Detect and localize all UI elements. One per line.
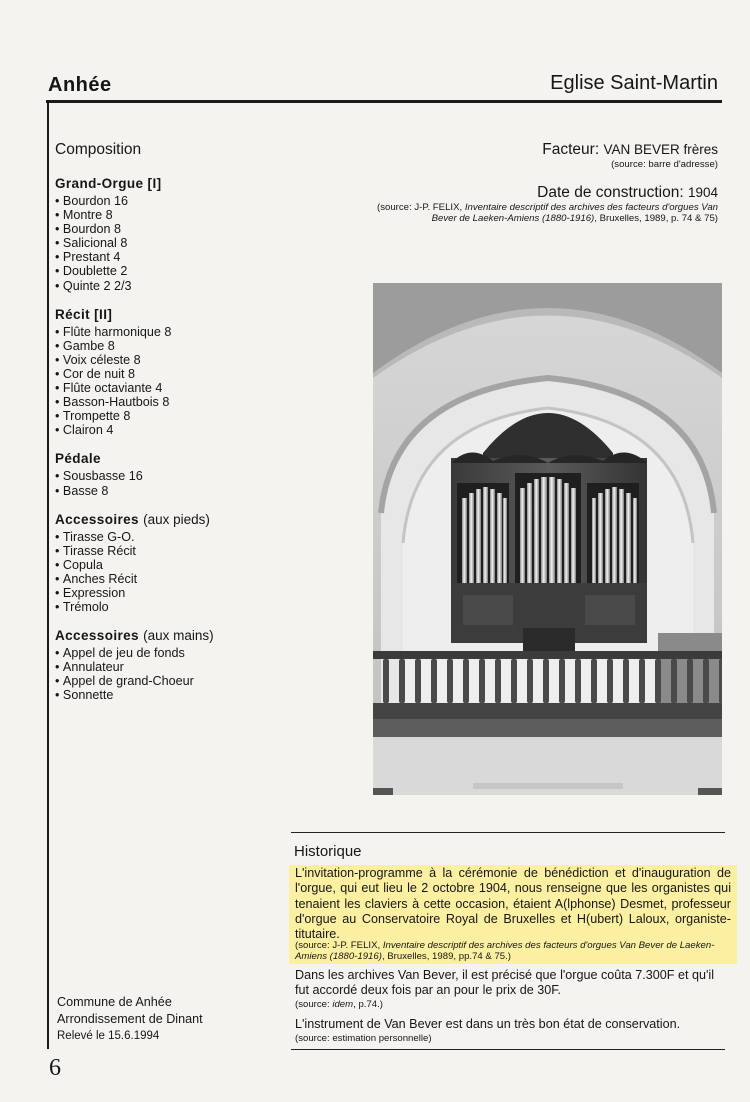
baluster [463, 659, 469, 703]
facteur-label: Facteur: [542, 141, 600, 158]
baluster [655, 659, 661, 703]
historique-title: Historique [294, 843, 362, 860]
facteur-source: (source: barre d'adresse) [611, 159, 718, 170]
commune-block [57, 994, 203, 1027]
organ-stop: • Montre 8 [55, 208, 285, 222]
historique-source-2 [295, 999, 383, 1010]
header-rule [46, 100, 722, 103]
organ-stop: • Annulateur [55, 660, 285, 674]
baluster [543, 659, 549, 703]
organ-stop: • Bourdon 8 [55, 222, 285, 236]
composition-section [55, 176, 285, 293]
date-source-title: Inventaire descriptif des archives des facteurs d'orgues Van Bever de Laeken-Amiens (1880-1916) [431, 202, 718, 224]
arrondissement: Arrondissement de Dinant [57, 1011, 203, 1026]
historique-source-1 [295, 940, 731, 962]
organ-stop: • Sonnette [55, 688, 285, 702]
section-name: Grand-Orgue [I] [55, 176, 162, 191]
section-note: (aux mains) [143, 628, 214, 644]
date-value: 1904 [687, 185, 718, 200]
historique-paragraph-3: L'instrument de Van Bever est dans un très bon état de conservation. [295, 1017, 681, 1031]
organ-stop: • Anches Récit [55, 572, 285, 586]
date-source-prefix: (source: J-P. FELIX, [377, 202, 463, 213]
baluster [447, 659, 453, 703]
section-title [55, 628, 285, 643]
date-label: Date de construction: [537, 184, 684, 201]
section-title [55, 451, 285, 466]
baluster [575, 659, 581, 703]
organ-stop: • Expression [55, 586, 285, 600]
organ-stop: • Basson-Hautbois 8 [55, 395, 285, 409]
organ-stop: • Clairon 4 [55, 423, 285, 437]
historique-source-3: (source: estimation personnelle) [295, 1033, 432, 1044]
section-title [55, 307, 285, 322]
section-title [55, 512, 285, 527]
historique-source-1-prefix: (source: J-P. FELIX, [295, 940, 381, 951]
date-source-suffix: , Bruxelles, 1989, p. 74 & 75) [594, 213, 718, 224]
baluster [559, 659, 565, 703]
facteur-value: VAN BEVER frères [603, 142, 718, 157]
organ-stop: • Basse 8 [55, 484, 285, 498]
organ-photo [373, 283, 722, 795]
facteur-line [358, 141, 718, 159]
historique-source-2-suffix: , p.74.) [353, 999, 383, 1010]
baluster [495, 659, 501, 703]
section-title [55, 176, 285, 191]
composition-section [55, 512, 285, 615]
baluster [719, 659, 722, 703]
organ-stop: • Trémolo [55, 600, 285, 614]
baluster [607, 659, 613, 703]
organ-stop: • Tirasse Récit [55, 544, 285, 558]
baluster [479, 659, 485, 703]
historique-source-1-suffix: , Bruxelles, 1989, pp.74 & 75.) [381, 951, 511, 962]
organ-stop: • Doublette 2 [55, 264, 285, 278]
section-name: Pédale [55, 451, 101, 467]
date-source [358, 202, 718, 224]
section-name: Accessoires [55, 511, 139, 527]
section-name: Accessoires [55, 628, 139, 644]
baluster [415, 659, 421, 703]
historique-top-rule [291, 832, 725, 833]
composition-title: Composition [55, 141, 142, 158]
left-margin-rule [47, 101, 49, 1049]
page-title-church: Eglise Saint-Martin [550, 72, 718, 94]
organ-info [358, 141, 718, 224]
baluster [703, 659, 709, 703]
organ-stop: • Tirasse G-O. [55, 530, 285, 544]
section-note: (aux pieds) [143, 511, 210, 527]
survey-date: Relevé le 15.6.1994 [57, 1030, 160, 1042]
organ-stop: • Salicional 8 [55, 236, 285, 250]
organ-stop: • Sousbasse 16 [55, 469, 285, 483]
baluster [591, 659, 597, 703]
baluster [399, 659, 405, 703]
historique-source-1-title: Inventaire descriptif des archives des facteurs d'orgues Van Bever de Laeken-Amiens (1880-1916) [295, 940, 715, 962]
historique-source-2-idem: idem [332, 999, 354, 1010]
organ-stop: • Bourdon 16 [55, 194, 285, 208]
baluster [527, 659, 533, 703]
organ-stop: • Trompette 8 [55, 409, 285, 423]
organ-stop: • Voix céleste 8 [55, 353, 285, 367]
baluster [383, 659, 389, 703]
date-line [358, 184, 718, 202]
composition-sections [55, 176, 285, 703]
organ-stop: • Flûte octaviante 4 [55, 381, 285, 395]
baluster [623, 659, 629, 703]
organ-illustration [373, 283, 722, 795]
baluster [671, 659, 677, 703]
organ-stop: • Flûte harmonique 8 [55, 325, 285, 339]
historique-paragraph-1: L'invitation-programme à la cérémonie de bénédiction et d'inauguration de l'orgue, qui eut lieu le 2 octobre 1904, nous renseigne que les organistes qui tenaient les claviers à cette occasion, étaient A(lphonse) Desmet, professeur d'orgue au Conservatoire Royal de Bruxelles et H(ubert) Laloux, organiste-titutaire. [295, 866, 731, 942]
page-number: 6 [49, 1055, 61, 1081]
commune-name: Commune de Anhée [57, 995, 172, 1009]
organ-stop: • Appel de jeu de fonds [55, 646, 285, 660]
baluster [639, 659, 645, 703]
composition-section [55, 451, 285, 497]
organ-stop: • Quinte 2 2/3 [55, 279, 285, 293]
organ-stop: • Gambe 8 [55, 339, 285, 353]
page-title-location: Anhée [48, 74, 112, 96]
organ-stop: • Copula [55, 558, 285, 572]
baluster [511, 659, 517, 703]
composition-column [55, 141, 285, 717]
organ-stop: • Cor de nuit 8 [55, 367, 285, 381]
composition-section [55, 307, 285, 438]
historique-source-2-prefix: (source: [295, 999, 330, 1010]
section-name: Récit [II] [55, 306, 113, 322]
organ-stop: • Appel de grand-Choeur [55, 674, 285, 688]
baluster [431, 659, 437, 703]
composition-section [55, 628, 285, 702]
historique-bottom-rule [291, 1049, 725, 1050]
historique-paragraph-2: Dans les archives Van Bever, il est précisé que l'orgue coûta 7.300F et qu'il fut accordé deux fois par an pour le prix de 30F. [295, 968, 714, 998]
organ-stop: • Prestant 4 [55, 250, 285, 264]
baluster [687, 659, 693, 703]
